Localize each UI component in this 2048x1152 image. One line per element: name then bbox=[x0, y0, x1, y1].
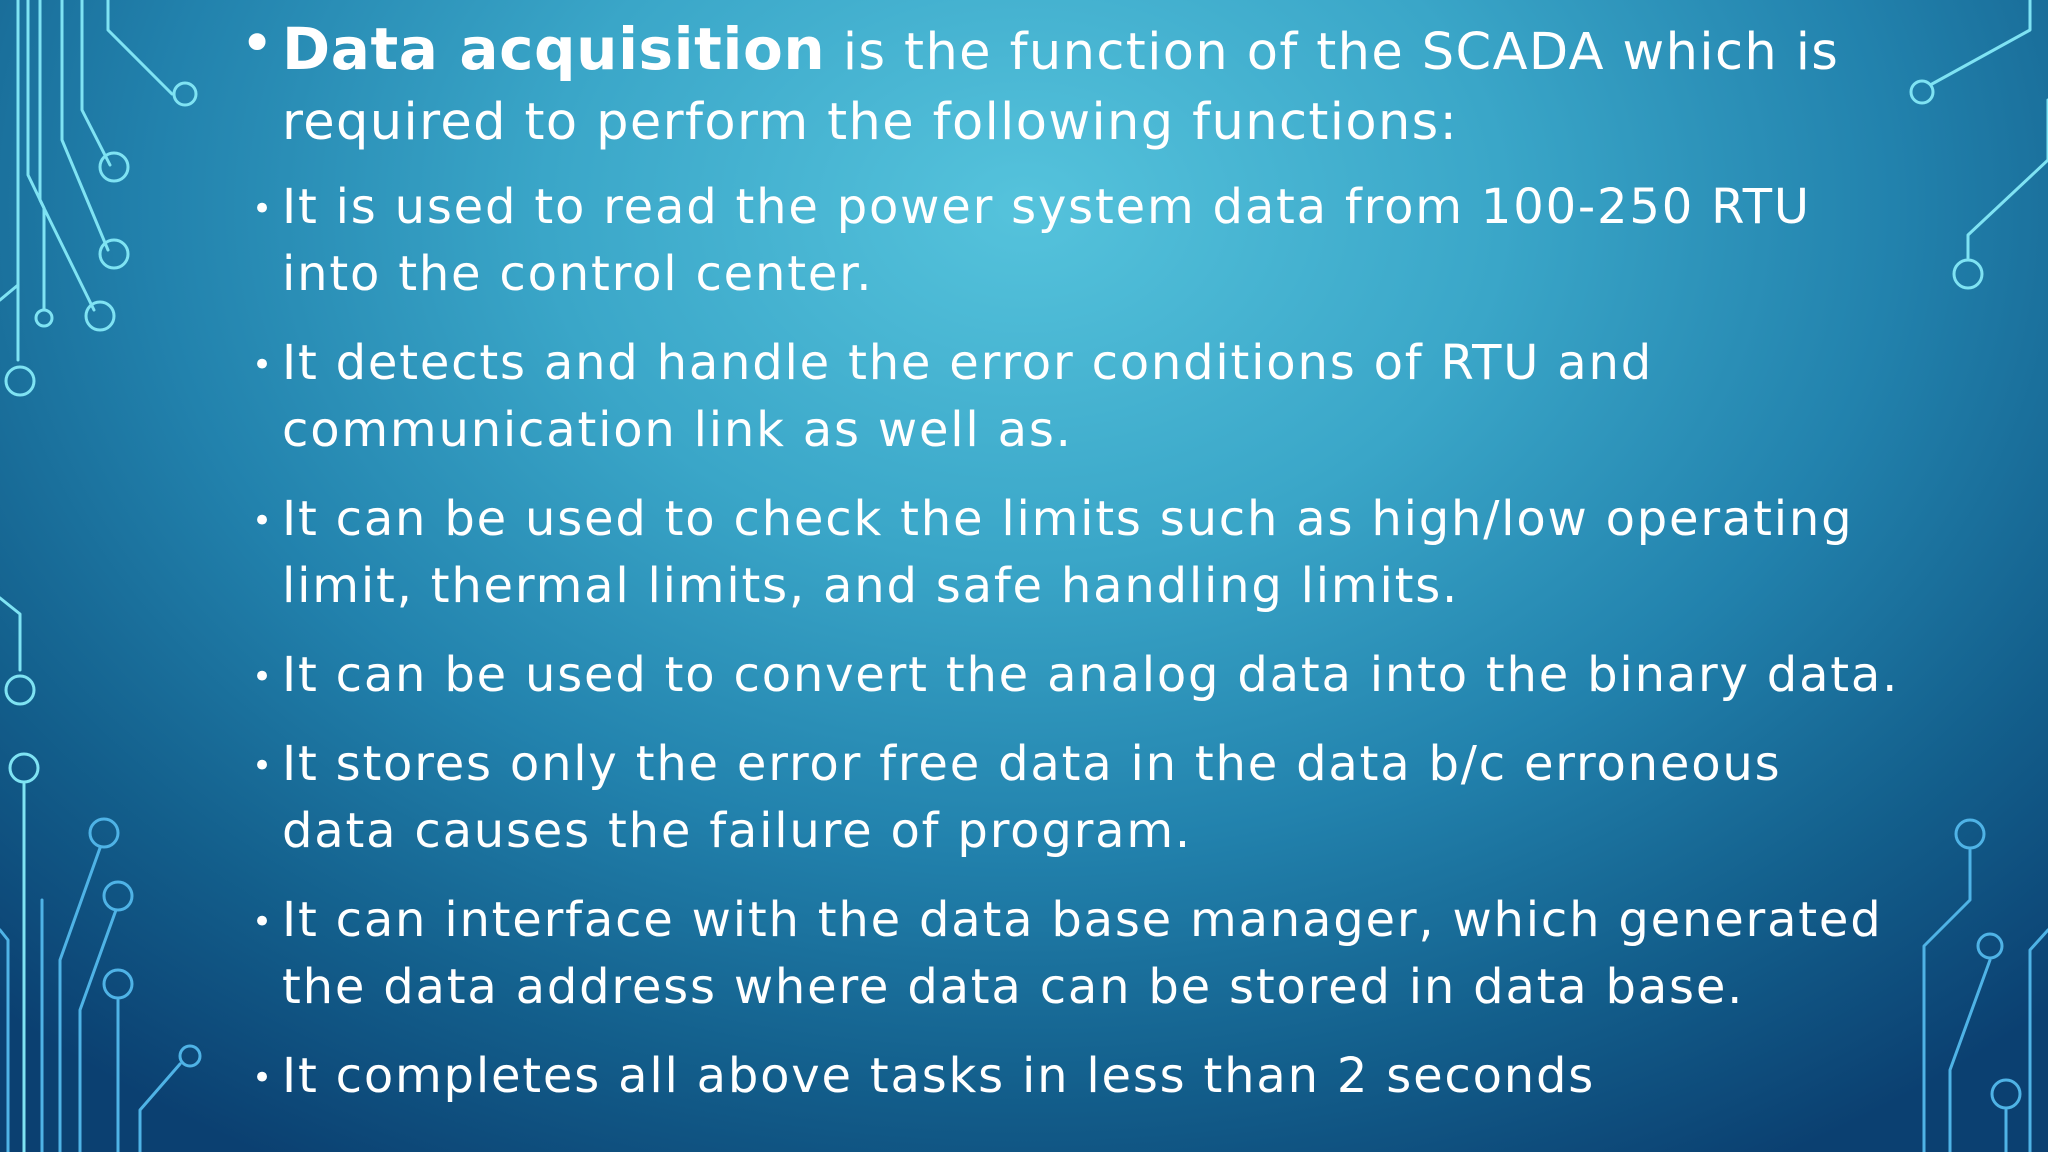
intro-bullet bbox=[240, 9, 1900, 158]
sub-bullet-text: It can be used to convert the analog data into the binary data. bbox=[282, 647, 1900, 703]
bullet-dot-icon: • bbox=[252, 1058, 274, 1098]
bullet-dot-icon: • bbox=[240, 9, 276, 77]
sub-bullet-text: It completes all above tasks in less than 2 seconds bbox=[282, 1048, 1596, 1104]
circuit-left-bottom-icon bbox=[0, 819, 200, 1152]
slide-content bbox=[240, 9, 1900, 1132]
bullet-dot-icon: • bbox=[252, 902, 274, 942]
sub-bullet-text: It stores only the error free data in the data b/c erroneous data causes the failure of program. bbox=[282, 736, 1782, 859]
intro-text bbox=[240, 14, 1900, 158]
sub-bullet bbox=[252, 887, 1900, 1021]
sub-bullet bbox=[252, 174, 1900, 308]
bullet-dot-icon: • bbox=[252, 746, 274, 786]
key-term: Data acquisition bbox=[282, 15, 826, 83]
bullet-dot-icon: • bbox=[252, 501, 274, 541]
sub-bullet bbox=[252, 486, 1900, 620]
sub-bullet bbox=[252, 1043, 1900, 1110]
circuit-right-top-icon bbox=[1911, 0, 2048, 288]
sub-bullet bbox=[252, 731, 1900, 865]
sub-bullet bbox=[252, 642, 1900, 709]
sub-bullet-text: It can interface with the data base manager, which generated the data address where data can be stored in data base. bbox=[282, 892, 1883, 1015]
intro-rest: is the function of the SCADA which is required to perform the following functions: bbox=[282, 23, 1840, 152]
circuit-left-top-icon bbox=[0, 0, 196, 395]
sub-bullet-text: It is used to read the power system data from 100-250 RTU into the control center. bbox=[282, 179, 1811, 302]
bullet-dot-icon: • bbox=[252, 189, 274, 229]
sub-bullet bbox=[252, 330, 1900, 464]
circuit-right-bottom-icon bbox=[1924, 820, 2048, 1152]
bullet-dot-icon: • bbox=[252, 657, 274, 697]
sub-bullet-text: It can be used to check the limits such as high/low operating limit, thermal limits, and safe handling limits. bbox=[282, 491, 1854, 614]
sub-bullet-text: It detects and handle the error conditions of RTU and communication link as well as. bbox=[282, 335, 1653, 458]
circuit-left-mid-icon bbox=[0, 598, 38, 1152]
bullet-dot-icon: • bbox=[252, 345, 274, 385]
